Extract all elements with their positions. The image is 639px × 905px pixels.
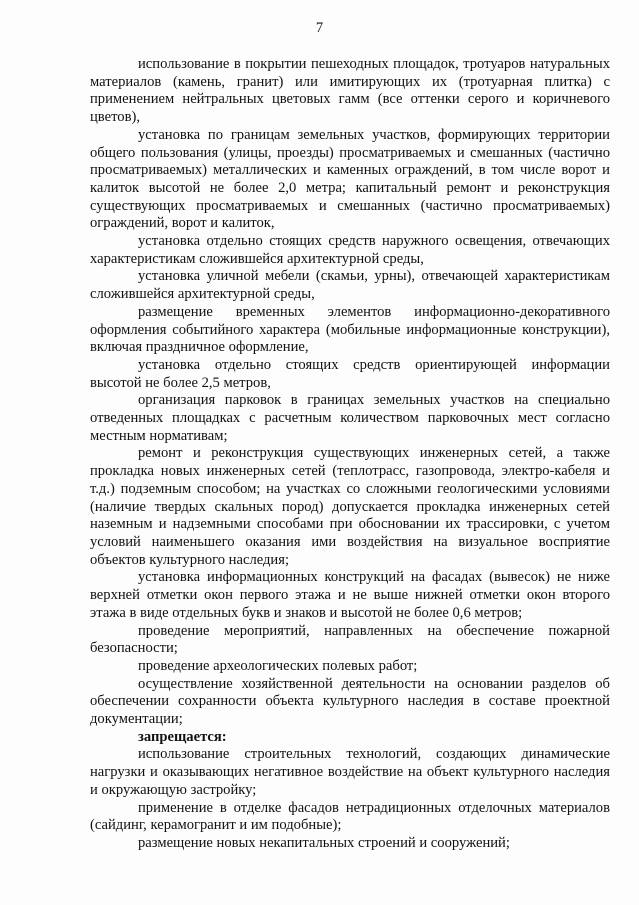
paragraph: организация парковок в границах земельных участков на специально отведенных площадках с расчетным количеством парковочных мест согласно местным нормативам; [90, 392, 610, 444]
paragraph: проведение археологических полевых работ; [138, 657, 418, 674]
prohibited-item: размещение новых некапитальных строений и сооружений; [138, 834, 510, 851]
paragraph: установка отдельно стоящих средств ориентирующей информации высотой не более 2,5 метров, [90, 356, 610, 391]
paragraph: установка уличной мебели (скамьи, урны), отвечающей характеристикам сложившейся архитектурной среды, [90, 268, 610, 303]
paragraph: установка по границам земельных участков, формирующих территории общего пользования (улицы, проезды) просматриваемых и смешанных (частично просматриваемых) металлических и каменных ограждений, в том числе ворот и калиток высотой не более 2,0 метра; капитальный ремонт и реконструкция существующих просматриваемых и смешанных (частично просматриваемых) ограждений, ворот и калиток, [90, 126, 610, 232]
paragraph: проведение мероприятий, направленных на обеспечение пожарной безопасности; [90, 622, 610, 657]
paragraph: установка информационных конструкций на фасадах (вывесок) не ниже верхней отметки окон первого этажа и не выше нижней отметки окон второго этажа в виде отдельных букв и знаков и высотой не более 0,6 метров; [90, 569, 610, 621]
paragraph: ремонт и реконструкция существующих инженерных сетей, а также прокладка новых инженерных сетей (теплотрасс, газопровода, электро-кабеля и т.д.) подземным способом; на участках со сложными геологическими условиями (наличие твердых скальных пород) допускается прокладка инженерных сетей наземным и надземными способами при обосновании их трассировки, с учетом условий наименьшего оказания ими воздействия на визуальное восприятие объектов культурного наследия; [90, 445, 610, 568]
paragraph: размещение временных элементов информационно-декоративного оформления событийного характера (мобильные информационные конструкции), включая праздничное оформление, [90, 303, 610, 356]
document-body [90, 56, 610, 853]
prohibited-item: применение в отделке фасадов нетрадиционных отделочных материалов (сайдинг, керамогранит и им подобные); [90, 799, 610, 834]
prohibited-item: использование строительных технологий, создающих динамические нагрузки и оказывающих негативное воздействие на объект культурного наследия и окружающую застройку; [90, 746, 610, 798]
page-number: 7 [315, 20, 324, 36]
paragraph: использование в покрытии пешеходных площадок, тротуаров натуральных материалов (камень, гранит) или имитирующих их (тротуарная плитка) с применением нейтральных цветовых гамм (все оттенки серого и коричневого цветов), [90, 56, 610, 126]
paragraph: осуществление хозяйственной деятельности на основании разделов об обеспечении сохранности объекта культурного наследия в составе проектной документации; [90, 675, 610, 728]
section-heading: запрещается: [138, 728, 227, 745]
paragraph: установка отдельно стоящих средств наружного освещения, отвечающих характеристикам сложившейся архитектурной среды, [90, 233, 610, 267]
